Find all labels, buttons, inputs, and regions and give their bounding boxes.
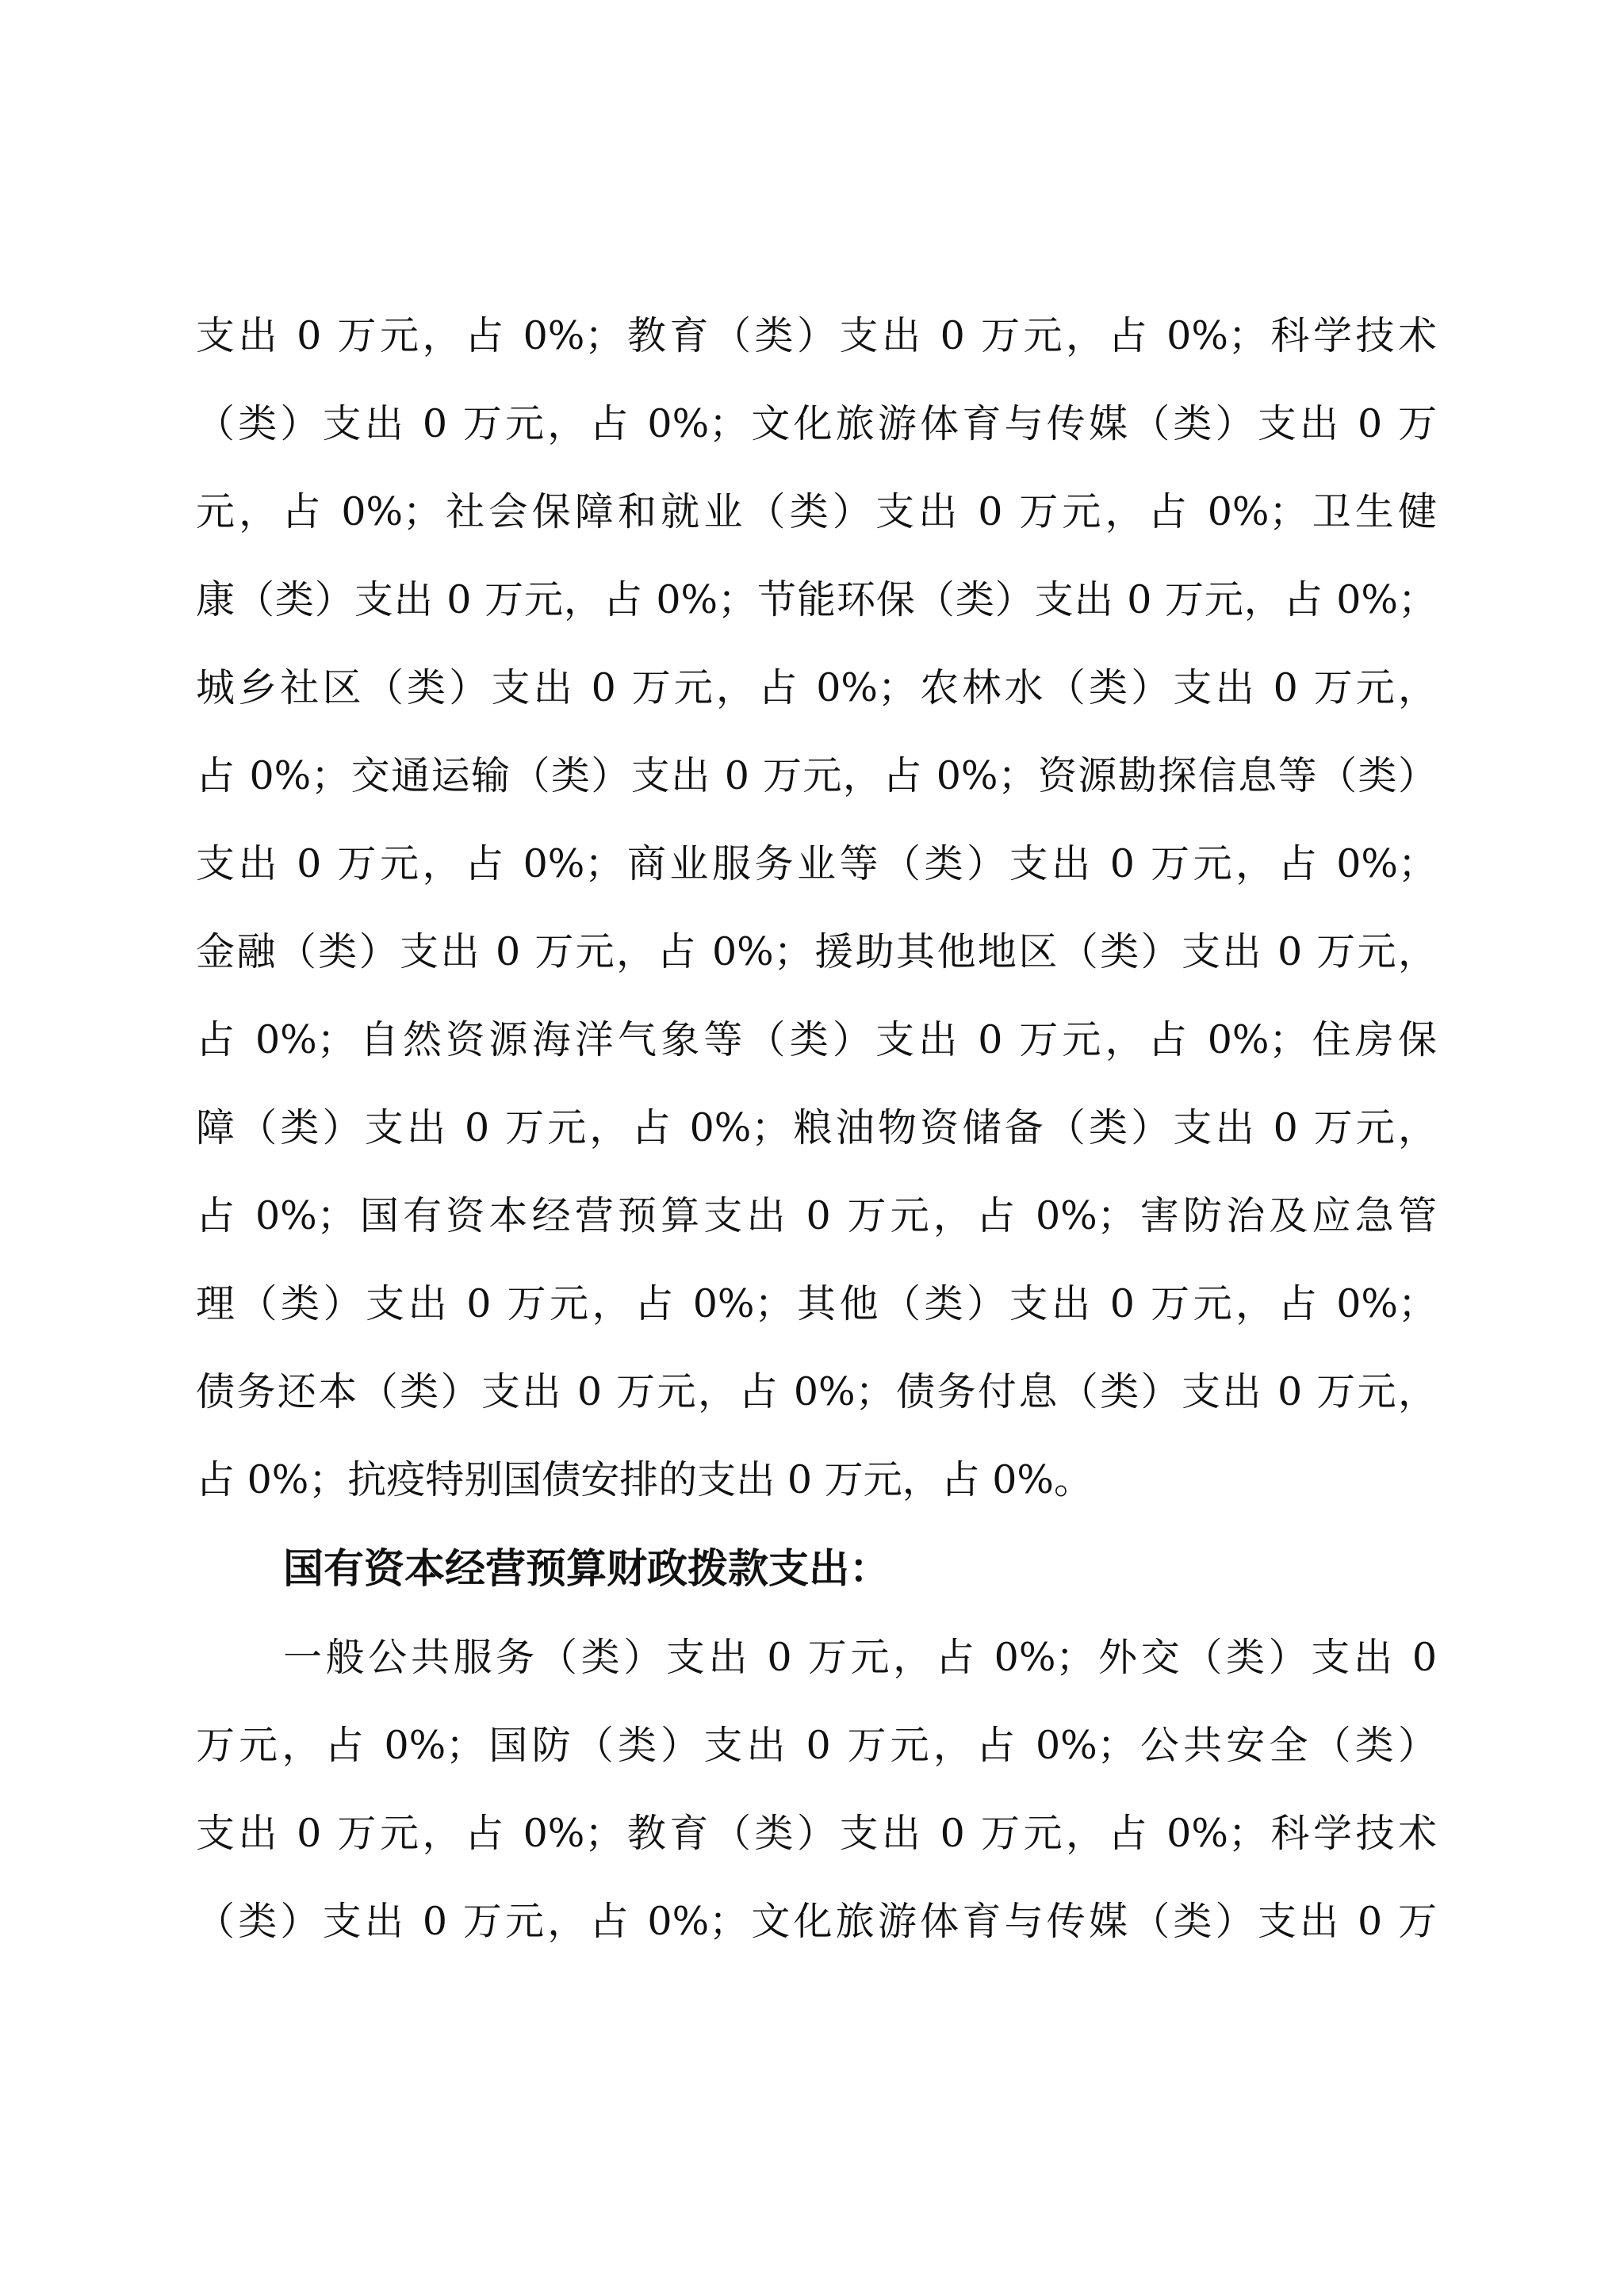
text-line: 占 0%；自然资源海洋气象等（类）支出 0 万元，占 0%；住房保 (196, 1017, 1437, 1062)
text-line: 占 0%；抗疫特别国债安排的支出 0 万元，占 0%。 (196, 1457, 1093, 1502)
text-line: （类）支出 0 万元，占 0%；文化旅游体育与传媒（类）支出 0 万 (196, 401, 1437, 446)
text-line: （类）支出 0 万元，占 0%；文化旅游体育与传媒（类）支出 0 万 (196, 1899, 1437, 1944)
text-line: 障（类）支出 0 万元，占 0%；粮油物资储备（类）支出 0 万元， (196, 1105, 1437, 1150)
text-line: 理（类）支出 0 万元，占 0%；其他（类）支出 0 万元，占 0%； (196, 1281, 1437, 1326)
text-line: 占 0%；交通运输（类）支出 0 万元，占 0%；资源勘探信息等（类） (196, 753, 1437, 798)
text-line: 元，占 0%；社会保障和就业（类）支出 0 万元，占 0%；卫生健 (196, 489, 1437, 534)
text-line: 支出 0 万元，占 0%；教育（类）支出 0 万元，占 0%；科学技术 (196, 1811, 1437, 1856)
text-line: 万元，占 0%；国防（类）支出 0 万元，占 0%；公共安全（类） (196, 1723, 1437, 1768)
text-line: 债务还本（类）支出 0 万元，占 0%；债务付息（类）支出 0 万元， (196, 1369, 1437, 1414)
text-line: 城乡社区（类）支出 0 万元，占 0%；农林水（类）支出 0 万元， (196, 665, 1437, 710)
text-line: 康（类）支出 0 万元，占 0%；节能环保（类）支出 0 万元，占 0%； (196, 577, 1437, 622)
text-line: 支出 0 万元，占 0%；教育（类）支出 0 万元，占 0%；科学技术 (196, 313, 1437, 358)
text-line: 金融（类）支出 0 万元，占 0%；援助其他地区（类）支出 0 万元， (196, 929, 1437, 974)
section-heading: 国有资本经营预算财政拨款支出： (283, 1546, 891, 1593)
text-line: 占 0%；国有资本经营预算支出 0 万元，占 0%；害防治及应急管 (196, 1193, 1437, 1238)
text-line: 一般公共服务（类）支出 0 万元，占 0%；外交（类）支出 0 (283, 1635, 1437, 1680)
text-line: 支出 0 万元，占 0%；商业服务业等（类）支出 0 万元，占 0%； (196, 841, 1437, 886)
